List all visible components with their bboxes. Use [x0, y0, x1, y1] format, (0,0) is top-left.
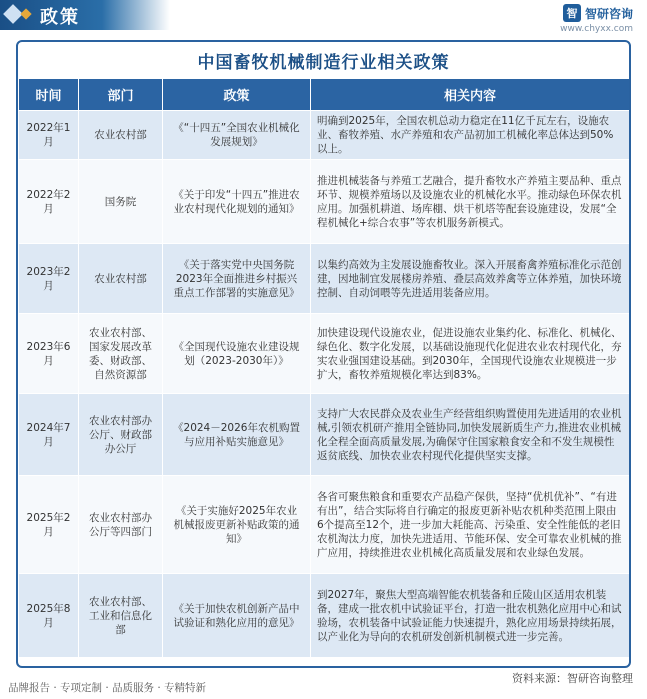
- column-header-time: 时间: [19, 79, 79, 111]
- table-row: [19, 314, 630, 394]
- cell-content: 各省可聚焦粮食和重要农产品稳产保供，坚持“优机优补”、“有进有出”，结合实际将自行确定的报废更新补贴农机种类范围上限由6个提高至12个，进一步加大耗能高、污染重、安全性能低的老旧农机淘汰力度，加快先进适用、节能环保、安全可靠农业机械的推广应用，持续推进农业机械化高质量发展和农业绿色发展。: [311, 476, 630, 574]
- section-title-tab: [0, 0, 170, 30]
- column-header-dept: 部门: [79, 79, 163, 111]
- footer: [0, 672, 647, 699]
- table-row: [19, 394, 630, 476]
- table-row: [19, 244, 630, 314]
- cell-dept: 国务院: [79, 160, 163, 244]
- cell-time: 2024年7月: [19, 394, 79, 476]
- cell-dept: 农业农村部办公厅等四部门: [79, 476, 163, 574]
- cell-dept: 农业农村部、工业和信息化部: [79, 574, 163, 658]
- cell-dept: 农业农村部、国家发展改革委、财政部、自然资源部: [79, 314, 163, 394]
- section-title: 政策: [40, 7, 80, 28]
- table-header-row: [19, 79, 630, 111]
- brand: [563, 4, 633, 22]
- table-row: [19, 476, 630, 574]
- table-title: 中国畜牧机械制造行业相关政策: [197, 52, 450, 73]
- table-row: [19, 160, 630, 244]
- cell-policy: 《关于印发“十四五”推进农业农村现代化规划的通知》: [163, 160, 311, 244]
- table-row: [19, 111, 630, 160]
- column-header-policy: 政策: [163, 79, 311, 111]
- brand-name: 智研咨询: [584, 6, 633, 21]
- policy-table: [18, 78, 630, 658]
- cell-content: 明确到2025年，全国农机总动力稳定在11亿千瓦左右，设施农业、畜牧养殖、水产养殖和农产品初加工机械化率总体达到50%以上。: [311, 111, 630, 160]
- footer-services: 品牌报告 · 专项定制 · 品质服务 · 专精特新: [8, 682, 207, 694]
- cell-content: 推进机械装备与养殖工艺融合，提升畜牧水产养殖主要品种、重点环节、规模养殖场以及设施农业的机械化水平。推动绿色环保农机应用。加强机耕道、场库棚、烘干机塔等配套设施建设，发展“全程机械化+综合农事”等农机服务新模式。: [311, 160, 630, 244]
- source-note: 资料来源：智研咨询整理: [512, 672, 633, 685]
- column-header-content: 相关内容: [311, 79, 630, 111]
- cell-policy: 《关于加快农机创新产品中试验证和熟化应用的意见》: [163, 574, 311, 658]
- brand-url: www.chyxx.com: [560, 24, 633, 34]
- cell-time: 2025年2月: [19, 476, 79, 574]
- cell-time: 2025年8月: [19, 574, 79, 658]
- cell-policy: 《关于落实党中央国务院2023年全面推进乡村振兴重点工作部署的实施意见》: [163, 244, 311, 314]
- cell-content: 以集约高效为主发展设施畜牧业。深入开展畜禽养殖标准化示范创建，因地制宜发展楼房养殖、叠层高效养禽等立体养殖，加快环境控制、自动饲喂等先进适用装备应用。: [311, 244, 630, 314]
- cell-time: 2023年6月: [19, 314, 79, 394]
- brand-logo-icon: 智: [563, 4, 581, 22]
- policy-table-frame: [16, 40, 631, 668]
- cell-time: 2023年2月: [19, 244, 79, 314]
- cell-policy: 《全国现代设施农业建设规划（2023-2030年）》: [163, 314, 311, 394]
- cell-dept: 农业农村部: [79, 244, 163, 314]
- cell-content: 到2027年，聚焦大型高端智能农机装备和丘陵山区适用农机装备，建成一批农机中试验证平台，打造一批农机熟化应用中心和试验场，农机装备中试验证能力快速提升，熟化应用场景持续拓展，以产业化为导向的农机研发创新机制模式进一步完善。: [311, 574, 630, 658]
- cell-time: 2022年1月: [19, 111, 79, 160]
- cell-content: 加快建设现代设施农业，促进设施农业集约化、标准化、机械化、绿色化、数字化发展，以基础设施现代化促进农业农村现代化，夯实农业强国建设基础。到2030年，全国现代设施农业规模进一步扩大，畜牧养殖规模化率达到83%。: [311, 314, 630, 394]
- cell-content: 支持广大农民群众及农业生产经营组织购置使用先进适用的农业机械,引领农机研产推用全链协同,加快发展新质生产力,推进农业机械化全程全面高质量发展,为确保守住国家粮食安全和不发生规模性返贫底线、加快农业农村现代化提供坚实支撑。: [311, 394, 630, 476]
- top-bar: [0, 0, 647, 34]
- table-row: [19, 574, 630, 658]
- cell-dept: 农业农村部: [79, 111, 163, 160]
- cell-policy: 《关于实施好2025年农业机械报废更新补贴政策的通知》: [163, 476, 311, 574]
- cell-policy: 《“十四五”全国农业机械化发展规划》: [163, 111, 311, 160]
- cell-dept: 农业农村部办公厅、财政部办公厅: [79, 394, 163, 476]
- small-diamond-icon: [20, 8, 31, 19]
- cell-policy: 《2024－2026年农机购置与应用补贴实施意见》: [163, 394, 311, 476]
- cell-time: 2022年2月: [19, 160, 79, 244]
